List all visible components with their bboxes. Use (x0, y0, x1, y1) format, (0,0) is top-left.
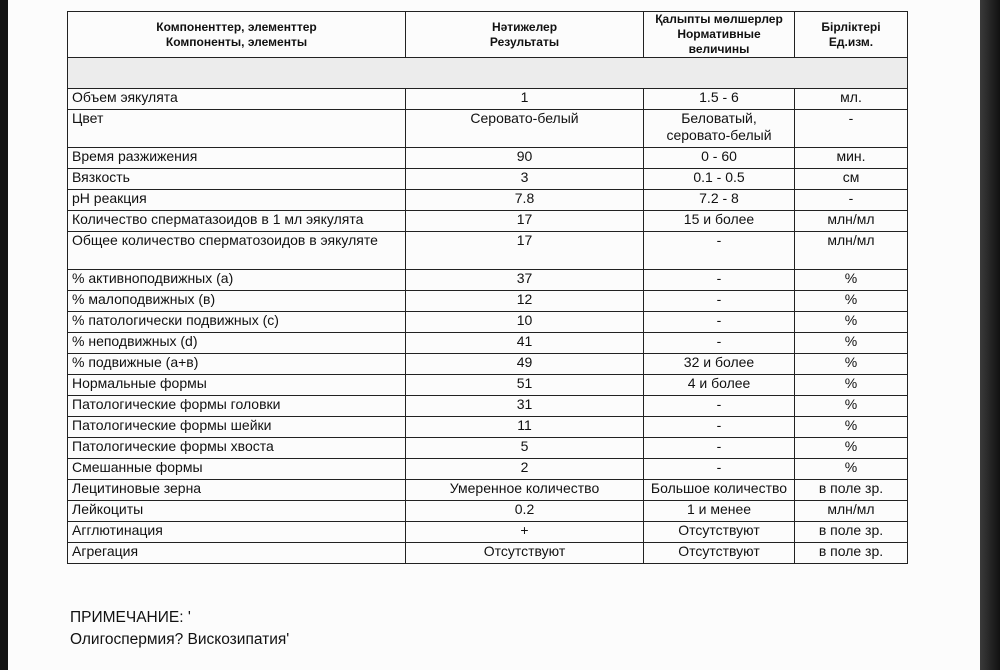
cell-unit: % (795, 333, 908, 354)
cell-norm: 1.5 - 6 (644, 89, 795, 110)
cell-result: 0.2 (406, 501, 644, 522)
cell-norm: 15 и более (644, 211, 795, 232)
table-row (68, 89, 908, 110)
cell-norm: 4 и более (644, 375, 795, 396)
table-row (68, 110, 908, 148)
cell-norm: - (644, 270, 795, 291)
cell-unit: см (795, 169, 908, 190)
cell-component: Лецитиновые зерна (68, 480, 406, 501)
cell-result: 1 (406, 89, 644, 110)
cell-norm: 32 и более (644, 354, 795, 375)
note-text: Олигоспермия? Вискозипатия' (70, 631, 290, 648)
cell-component: % активноподвижных (а) (68, 270, 406, 291)
cell-unit: в поле зр. (795, 543, 908, 564)
cell-unit: млн/мл (795, 501, 908, 522)
cell-result: 31 (406, 396, 644, 417)
cell-unit: мл. (795, 89, 908, 110)
cell-result: 49 (406, 354, 644, 375)
cell-unit: млн/мл (795, 211, 908, 232)
cell-unit: % (795, 312, 908, 333)
cell-norm: - (644, 396, 795, 417)
table-row (68, 291, 908, 312)
cell-result: Умеренное количество (406, 480, 644, 501)
cell-component: Агглютинация (68, 522, 406, 543)
cell-component: Время разжижения (68, 148, 406, 169)
cell-unit: % (795, 438, 908, 459)
table-row (68, 480, 908, 501)
cell-result: 37 (406, 270, 644, 291)
page-edge-shadow (980, 0, 1000, 670)
cell-result: 3 (406, 169, 644, 190)
cell-norm: 1 и менее (644, 501, 795, 522)
cell-unit: млн/мл (795, 232, 908, 270)
table-row (68, 543, 908, 564)
cell-unit: % (795, 459, 908, 480)
table-row (68, 312, 908, 333)
table-row (68, 270, 908, 291)
table-row (68, 354, 908, 375)
table-row (68, 501, 908, 522)
cell-result: 10 (406, 312, 644, 333)
cell-result: + (406, 522, 644, 543)
cell-unit: % (795, 291, 908, 312)
table-row (68, 211, 908, 232)
cell-norm: - (644, 438, 795, 459)
table-row (68, 459, 908, 480)
table-row (68, 169, 908, 190)
header-results: Нәтижелер Результаты (406, 12, 644, 58)
cell-unit: % (795, 270, 908, 291)
cell-component: % неподвижных (d) (68, 333, 406, 354)
cell-unit: % (795, 417, 908, 438)
table-row (68, 333, 908, 354)
cell-result: 41 (406, 333, 644, 354)
cell-norm: Беловатый, серовато-белый (644, 110, 795, 148)
cell-component: Агрегация (68, 543, 406, 564)
cell-component: % патологически подвижных (с) (68, 312, 406, 333)
table-row (68, 375, 908, 396)
cell-component: Объем эякулята (68, 89, 406, 110)
cell-norm: - (644, 291, 795, 312)
header-components: Компоненттер, элементтер Компоненты, элементы (68, 12, 406, 58)
cell-unit: % (795, 375, 908, 396)
cell-component: Количество сперматазоидов в 1 мл эякулята (68, 211, 406, 232)
cell-norm: - (644, 312, 795, 333)
cell-unit: - (795, 190, 908, 211)
header-norms: Қалыпты мөлшерлер Нормативные величины (644, 12, 795, 58)
cell-result: 17 (406, 232, 644, 270)
cell-component: Вязкость (68, 169, 406, 190)
cell-unit: - (795, 110, 908, 148)
cell-result: Отсутствуют (406, 543, 644, 564)
cell-component: Цвет (68, 110, 406, 148)
cell-norm: - (644, 459, 795, 480)
cell-norm: 0.1 - 0.5 (644, 169, 795, 190)
cell-component: Смешанные формы (68, 459, 406, 480)
cell-component: % подвижные (а+в) (68, 354, 406, 375)
cell-norm: - (644, 333, 795, 354)
cell-result: 2 (406, 459, 644, 480)
cell-result: 90 (406, 148, 644, 169)
cell-component: Патологические формы головки (68, 396, 406, 417)
cell-result: Серовато-белый (406, 110, 644, 148)
cell-unit: % (795, 396, 908, 417)
cell-unit: в поле зр. (795, 522, 908, 543)
cell-norm: - (644, 232, 795, 270)
table-row (68, 148, 908, 169)
cell-unit: % (795, 354, 908, 375)
cell-norm: 0 - 60 (644, 148, 795, 169)
cell-norm: - (644, 417, 795, 438)
cell-component: % малоподвижных (в) (68, 291, 406, 312)
header-units: Бірліктері Ед.изм. (795, 12, 908, 58)
cell-component: Нормальные формы (68, 375, 406, 396)
cell-norm: Большое количество (644, 480, 795, 501)
cell-result: 51 (406, 375, 644, 396)
note-label: ПРИМЕЧАНИЕ: ' (70, 609, 191, 626)
cell-result: 11 (406, 417, 644, 438)
cell-result: 12 (406, 291, 644, 312)
cell-component: Лейкоциты (68, 501, 406, 522)
table-header-row (68, 12, 908, 58)
cell-norm: 7.2 - 8 (644, 190, 795, 211)
note-block (70, 607, 289, 651)
section-separator-row (68, 58, 908, 89)
cell-component: pH реакция (68, 190, 406, 211)
cell-component: Общее количество сперматозоидов в эякуляте (68, 232, 406, 270)
cell-result: 17 (406, 211, 644, 232)
cell-component: Патологические формы шейки (68, 417, 406, 438)
table-row (68, 232, 908, 270)
table-row (68, 396, 908, 417)
cell-norm: Отсутствуют (644, 543, 795, 564)
cell-result: 5 (406, 438, 644, 459)
results-table (67, 11, 908, 564)
cell-norm: Отсутствуют (644, 522, 795, 543)
cell-unit: мин. (795, 148, 908, 169)
table-row (68, 190, 908, 211)
table-row (68, 438, 908, 459)
cell-component: Патологические формы хвоста (68, 438, 406, 459)
cell-result: 7.8 (406, 190, 644, 211)
table-row (68, 417, 908, 438)
cell-unit: в поле зр. (795, 480, 908, 501)
table-row (68, 522, 908, 543)
